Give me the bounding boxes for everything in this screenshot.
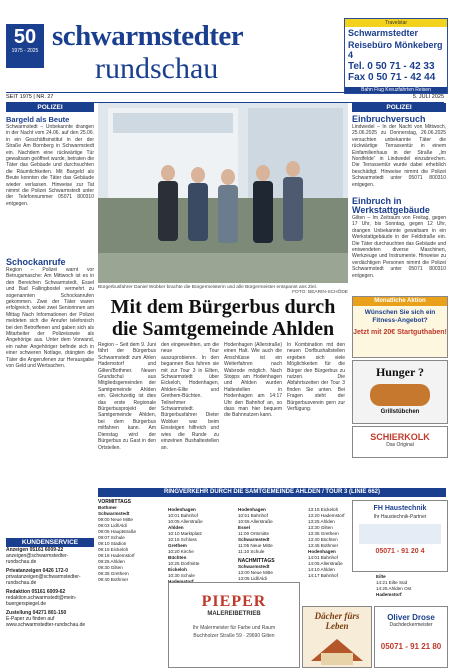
ring-entry: 11:05 Neue Mitte <box>238 543 273 548</box>
photo-credit: FOTO: BEARIN-SCHÖDE <box>292 290 348 295</box>
schierkolk-ad[interactable] <box>352 426 448 458</box>
service-line[interactable]: redaktion.schwarmstedt@mein-buergerspiegel.de <box>6 595 77 607</box>
service-line: Redaktion 05161 6009-62 <box>6 589 66 595</box>
schierkolk-sub: Das Original <box>386 442 414 448</box>
dach-ad[interactable] <box>302 606 372 668</box>
ring-entry: 09:03 Lidl/Aldi <box>98 523 127 528</box>
ring-entry: 09:30 Gilten <box>98 565 123 570</box>
article-text-einbruch: Lindwedel – In der Nacht von Mittwoch, 25.06.2025 zu Donnerstag, 26.06.2025 versuchten unbekannte Täter die rückwärtige Terrassentür in einem Einfamilienhaus in der Straße „Im Nordfelde“ in Lindwedel einzubrechen. Die Terrassentür wurde dabei erheblich beschädigt. Hinweise nimmt die Polizei Schwarmstedt unter 05071 800310 entgegen. <box>352 124 446 188</box>
anniversary-years: 1975 - 2025 <box>11 48 39 54</box>
ring-entry: 09:10 Stadion <box>98 541 127 546</box>
ring-entry: 09:15 Eickeloh <box>98 547 129 552</box>
article-headline-einbruch: Einbruchversuch <box>352 114 426 124</box>
dach-head: Dächer fürs Leben <box>314 611 360 631</box>
issue-date: 5. JULI 2025 <box>412 94 444 100</box>
ring-entry: 14:25 Ahlden Ost <box>376 586 412 591</box>
ad-band: Travelstar <box>345 19 447 27</box>
bus-photo <box>98 103 348 283</box>
ring-entry: 11:10 Schule <box>238 549 265 554</box>
main-article-col1: Region – Seit dem 9. Juni fährt der Bürgerbus Schwarmstedt zum Ahlen Hademstorf und Gilten/Bothmer. Neuen Grundschul aus Mitgliedsgemeinden der Samtgemeinde Ahlden ein. Gleichzeitig ist dies das erste Regionale Bürgerbusprojekt der Samtgemeinde Ahlden, bei dem Bürgerbus mitfahren kann. Am Dienstag wird der Bürgerbus zu Gast in den Ortsteilen. <box>98 342 156 451</box>
article-text-werkstatt: Gilten – Im Zeitraum von Freitag, gegen 17 Uhr, bis Sonntag, gegen 12 Uhr, drangen Unbekannte gewaltsam in ein Werkstattgebäude in der Feldstraße ein. Die Täter durchsuchten das Gebäude und entwendeten diverse Maschinen, Werkzeuge und Instrumente. Hinweise zu verdächtigen Personen nimmt die Polizei Schwarmstedt unter 05071 800310 entgegen. <box>352 215 446 279</box>
ring-entry: 09:07 Schule <box>98 535 125 540</box>
customer-service-head: KUNDENSERVICE <box>6 538 94 547</box>
schierkolk-name: SCHIERKOLK <box>370 432 430 442</box>
ring-entry: Eickeloh <box>168 567 187 572</box>
anniversary-number: 50 <box>13 26 37 48</box>
photo-caption <box>98 285 348 295</box>
ring-entry: 13:35 Grethem <box>308 531 339 536</box>
pieper-line: Ihr Malermeister für Farbe und Raum <box>192 625 276 631</box>
ring-entry: 09:25 Ahlden <box>98 559 125 564</box>
ring-entry: 14:05 Allerstraße <box>308 561 343 566</box>
offer-ad[interactable] <box>352 296 448 358</box>
ring-entry: 13:40 Büchten <box>308 537 338 542</box>
ad-fax: Fax 0 50 71 - 42 44 <box>348 72 436 83</box>
issue-meta-row <box>6 92 444 103</box>
ring-entry: 13:45 Bothmer <box>308 543 339 548</box>
ring-entry: 10:55 Allerstraße <box>238 519 273 524</box>
service-line: Zustellung 04271 801-150 <box>6 610 67 616</box>
ring-entry: Büchten <box>168 555 187 560</box>
masthead-title-line1: schwarmstedter <box>52 20 244 52</box>
ring-entry: 09:18 Hademstorf <box>98 553 135 558</box>
article-headline-bargeld: Bargeld als Beute <box>6 115 70 124</box>
ring-entry: Grethem <box>168 543 187 548</box>
hunger-ad-line: Grillstübchen <box>380 409 420 415</box>
ring-col-head: NACHMITTAGS <box>238 558 275 564</box>
ring-entry: Eilte <box>376 574 386 579</box>
ring-col5 <box>376 574 446 604</box>
masthead-title-line2: rundschau <box>95 52 219 85</box>
ring-entry: 10:20 Kirche <box>168 549 194 554</box>
ring-entry: 09:00 Neue Mitte <box>98 517 133 522</box>
haustechnik-sub: Ihr Haustechnik-Partner <box>373 514 427 520</box>
article-headline-werkstatt: Einbruch in Werkstattgebäude <box>352 196 430 215</box>
ring-entry: 13:25 Ahlden <box>308 519 335 524</box>
ring-entry: Hademstorf <box>376 592 402 597</box>
ring-entry: Schwarmstedt <box>98 511 130 516</box>
bus-photo-illustration <box>98 103 348 283</box>
left-section-police: POLIZEI <box>6 103 94 112</box>
anniversary-logo <box>6 24 44 68</box>
article-headline-schock: Schockanrufe <box>6 257 66 267</box>
ring-entry: 14:17 Bahnhof <box>308 573 338 578</box>
offer-ad-line1: Wünschen Sie sich ein Fitness-Angebot? <box>364 309 436 324</box>
service-line[interactable]: anzeigen@schwarmstedter-rundschau.de <box>6 553 69 565</box>
service-line: Anzeigen 05161 6009-22 <box>6 547 64 553</box>
ring-entry: 10:10 Marktplatz <box>168 531 202 536</box>
ring-entry: 10:05 Allerstraße <box>168 519 203 524</box>
ring-col-head: VORMITTAGS <box>98 499 131 505</box>
ring-entry: 13:20 Hademstorf <box>308 513 345 518</box>
ring-entry: 10:01 Bahnhof <box>168 513 198 518</box>
ring-col1 <box>98 499 166 664</box>
photo-caption-text: Bürgerbusfahrer Daniel Wobker brachte die Bürgermeisterin und alle Bürgermeister entspannt ans Ziel. <box>98 285 318 290</box>
ring-entry: Ahlden <box>168 525 184 530</box>
ad-name-2: Reisebüro Mönkeberg 4 <box>348 40 443 60</box>
ring-entry: 14:21 Eilte Süd <box>376 580 408 585</box>
ad-tel: Tel. 0 50 71 - 42 33 <box>348 61 435 72</box>
ring-schedule-head: RINGVERKEHR DURCH DIE SAMTGEMEINDE AHLDEN / TOUR 3 (LINIE 662) <box>98 488 446 497</box>
roof-icon <box>303 631 371 667</box>
ring-entry: 09:35 Grethem <box>98 571 129 576</box>
ring-entry: Hodenhagen <box>238 507 266 512</box>
service-line: Privatanzeigen 0426 172-0 <box>6 568 68 574</box>
article-text-bargeld: Schwarmstedt – Unbekannte drangen in der Nacht vom 24.06. auf den 25.06. in ein Geschäftsinstitut in der der Straße Am Bornberg in Schwarmstedt ein. Nachdem eine rückwärtige Tür gewaltsam geöffnet wurde, betraten die Täter das Gebäude und durchsuchten die Räumlichkeiten. Mit Bargeld als Beute konnten die Täter das Gebäude wieder verlassen. Hinweise zur Tat nimmt die Polizei Schwarmstedt unter der Telefonnummer 05071 800310 entgegen. <box>6 124 94 207</box>
right-column <box>352 103 446 293</box>
ring-entry: 10:51 Bahnhof <box>238 513 268 518</box>
hunger-ad[interactable] <box>352 360 448 424</box>
haustechnik-tel: 05071 - 91 20 4 <box>375 548 425 555</box>
ring-entry: 10:30 Schule <box>168 573 195 578</box>
pieper-name: PIEPER <box>201 593 267 610</box>
ring-entry: 10:15 Schloss <box>168 537 197 542</box>
drose-sub: Dachdeckermeister <box>389 622 433 628</box>
pieper-addr: Buchholzer Straße 59 · 29690 Gilten <box>193 633 275 639</box>
ring-entry: Schwarmstedt <box>238 537 270 542</box>
ring-entry: Hodenhagen <box>308 549 336 554</box>
offer-ad-head: Monatliche Aktion <box>353 297 447 306</box>
drose-ad[interactable] <box>374 606 448 668</box>
main-article-col2: den eingeweihten, um die neue Tour auszuprobieren. In den begannen Bus fuhren sie mit zur Tour 3 in Eilten, Schwarmstedt über Eickeloh, Hodenhagen, Ahlden-Eilte und Grethem-Büchten. Teilnehmer Schwarmstedt. Bürgerbusfahrer Dieter Wobker war beim Einsteigen hilfreich und wies die Runde zu einzelnen Bushaltestellen an. <box>161 342 219 451</box>
ring-entry: Hodenhagen <box>168 507 196 512</box>
ring-entry: 13:00 Neue Mitte <box>238 570 273 575</box>
ring-entry: 09:40 Bothmer <box>98 577 129 582</box>
drose-name: Oliver Drose <box>387 613 435 622</box>
left-column <box>6 103 94 533</box>
ad-name-1: Schwarmstedter <box>348 28 419 38</box>
ring-entry: Schwarmstedt <box>238 564 270 569</box>
haustechnik-name: FH Haustechnik <box>373 505 427 512</box>
ring-entry: 09:05 Hauptstraße <box>98 529 137 534</box>
main-article-col3: Hodenhagen (Allerstraße) einen Halt. Wie auch die Anschlüsse ist ein Weiterfahren nach Walsrode möglich. Nach Stopps am Hodenhagen und Ahlden wurden Haltestellen in Hodenhagen am 14:17 Uhr den Bahnhof an, so dass man hier bequem die Bahnnutzen kann. <box>224 342 282 419</box>
ring-entry: 13:30 Gilten <box>308 525 333 530</box>
ring-entry: Essel <box>238 525 251 530</box>
drose-tel: 05071 - 91 21 80 <box>380 642 442 651</box>
ad-foot: Bahn Flug Kreuzfahrten Reisen <box>345 87 447 93</box>
grill-image <box>370 384 430 406</box>
pieper-sub: MALEREIBETRIEB <box>207 611 261 617</box>
service-line[interactable]: E-Paper zu finden auf www.schwarmstedter-rundschau.de <box>6 616 86 628</box>
ring-entry: 13:05 Lidl/Aldi <box>238 576 267 581</box>
service-line[interactable]: privatanzeigen@schwarmstedter-rundschau.de <box>6 574 81 586</box>
hunger-ad-head: Hunger ? <box>375 365 425 379</box>
article-text-schock: Region – Polizei warnt vor Betrugsmasche: Am Mittwoch ist es in den Bereichen Schwarmstedt, Essel und Bad Fallingbostel vermehrt zu sogenannten Schockanrufen gekommen. Zwei der Täter waren erfolgreich, wobei zwei Seniorinnen am Mittag Nach Informationen der Polizei meldeten sich die Anrufer telefonisch bei den Betroffenen und gaben sich als Mitarbeiter der Polizeisowie als Angehörige aus. Unter dem Vorwand, ein naher Angehöriger befinde sich in einer schweren Notlage, drängten die Täter die Angerufenen zur Herausgabe von Geld und Wertsachen. <box>6 267 94 370</box>
ring-entry: 11:00 Ortsmitte <box>238 531 270 536</box>
ring-entry: 10:25 Dorfmitte <box>168 561 200 566</box>
pieper-ad[interactable] <box>168 582 300 668</box>
ring-entry: Bothmer <box>98 505 117 510</box>
customer-service <box>6 538 94 628</box>
right-section-police: POLIZEI <box>352 103 446 112</box>
issue-since: SEIT 1975 | NR. 27 <box>6 94 54 100</box>
main-article-col4: In Kombination mit den neuen Dorfbushaltstellen ergeben sich viele Möglichkeiten für die Bürger den Bürgerbus zu nutzen. Die Abfahrtszeiten der Tour 3 finden Sie unten. Bei Fragen steht der Bürgerbusverein gern zur Verfügung. <box>287 342 345 413</box>
travel-agency-ad[interactable] <box>344 18 448 94</box>
ring-entry: 14:10 Ahlden <box>308 567 335 572</box>
main-headline: Mit dem Bürgerbus durch die Samtgemeinde Ahlden <box>110 296 336 340</box>
offer-ad-line2: Jetzt mit 20€ Startguthaben! <box>353 329 447 336</box>
ring-entry: 14:01 Bahnhof <box>308 555 338 560</box>
ring-entry: 13:15 Eickeloh <box>308 507 339 512</box>
